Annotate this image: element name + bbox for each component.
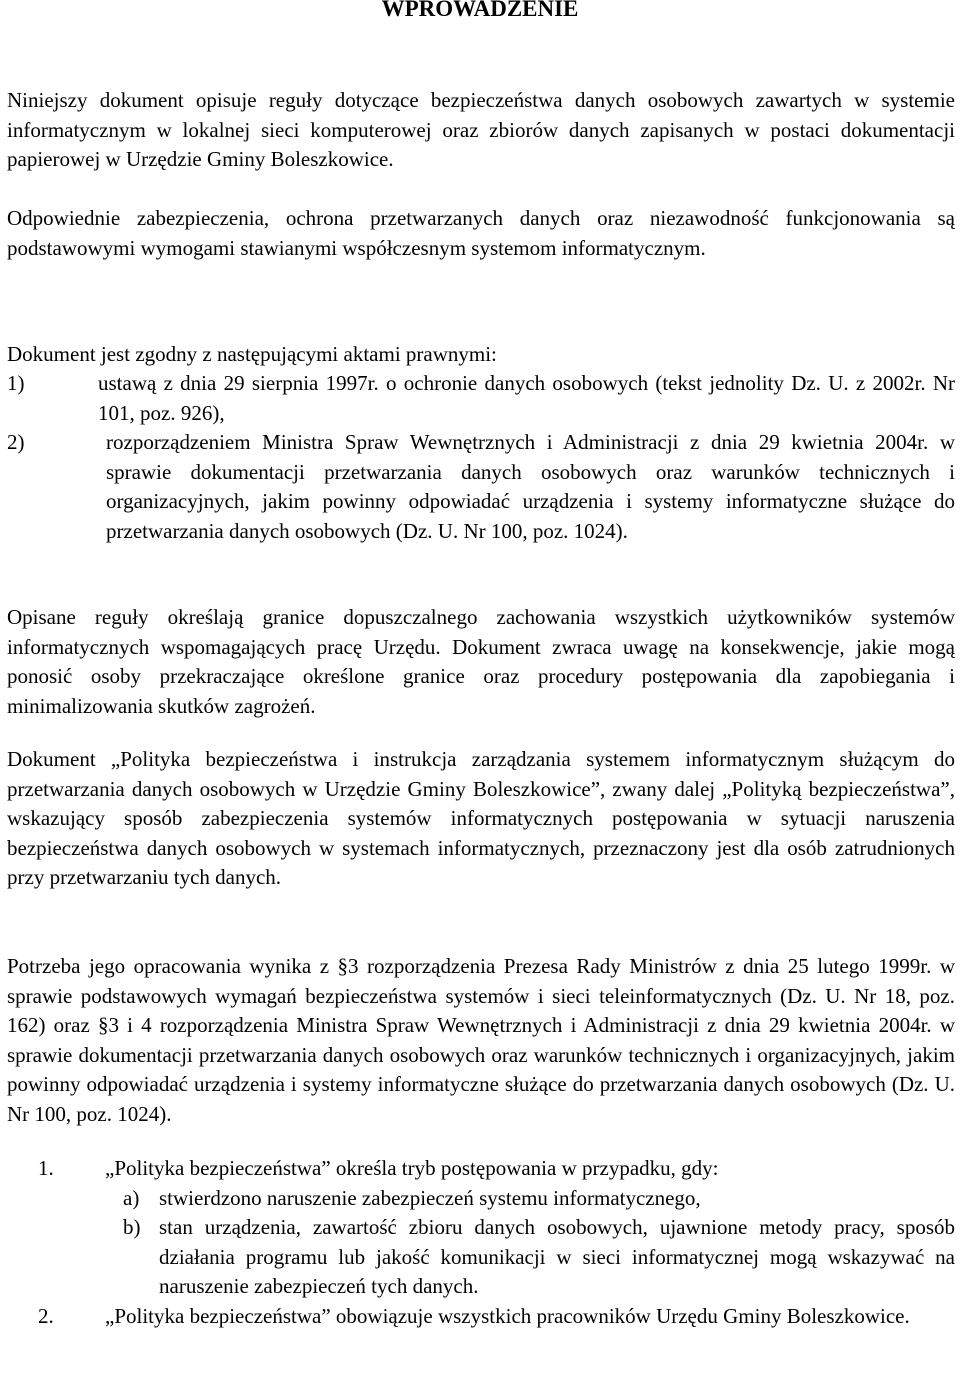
sub-list-item-text: stan urządzenia, zawartość zbioru danych osobowych, ujawnione metody pracy, sposób działania programu lub jakość komunikacji w sieci informatycznej mogą wskazywać na naruszenie zabezpieczeń tych danych. (159, 1215, 955, 1298)
document-title: WPROWADZENIE (381, 0, 579, 21)
list-item-number: 2) (7, 430, 25, 454)
list-item-text: „Polityka bezpieczeństwa” określa tryb postępowania w przypadku, gdy: (105, 1156, 719, 1180)
sub-list-item-letter: a) (123, 1185, 140, 1210)
sub-list-item-text: stwierdzono naruszenie zabezpieczeń systemu informatycznego, (159, 1185, 701, 1210)
list-item-text: rozporządzeniem Ministra Spraw Wewnętrznych i Administracji z dnia 29 kwietnia 2004r. w sprawie dokumentacji przetwarzania danych osobowych oraz warunków technicznych i organizacyjnych, jakim powinny odpowiadać urządzenia i systemy informatyczne służące do przetwarzania danych osobowych (Dz. U. Nr 100, poz. 1024). (106, 430, 955, 543)
legal-acts-intro: Dokument jest zgodny z następującymi aktami prawnymi: (7, 342, 497, 366)
rules-paragraph: Opisane reguły określają granice dopuszczalnego zachowania wszystkich użytkowników systemów informatycznych wspomagających pracę Urzędu. Dokument zwraca uwagę na konsekwencje, jakie mogą ponosić osoby przekraczające określone granice oraz procedury postępowania dla zapobiegania i minimalizowania skutków zagrożeń. (7, 605, 955, 718)
list-item-number: 2. (38, 1303, 54, 1328)
list-item (7, 428, 955, 546)
list-item (7, 1302, 955, 1332)
sub-list-item (7, 1213, 955, 1302)
sub-list-item (7, 1184, 955, 1214)
list-item-text: „Polityka bezpieczeństwa” obowiązuje wszystkich pracowników Urzędu Gminy Boleszkowice. (105, 1303, 910, 1328)
legal-acts-list (7, 369, 955, 546)
list-item (7, 1154, 955, 1184)
list-item-text: ustawą z dnia 29 sierpnia 1997r. o ochronie danych osobowych (tekst jednolity Dz. U. z 2002r. Nr 101, poz. 926), (98, 371, 955, 425)
intro-paragraph: Niniejszy dokument opisuje reguły dotyczące bezpieczeństwa danych osobowych zawartych w systemie informatycznym w lokalnej sieci komputerowej oraz zbiorów danych zapisanych w postaci dokumentacji papierowej w Urzędzie Gminy Boleszkowice. (7, 88, 955, 171)
requirements-paragraph: Odpowiednie zabezpieczenia, ochrona przetwarzanych danych oraz niezawodność funkcjonowania są podstawowymi wymogami stawianymi współczesnym systemom informatycznym. (7, 206, 955, 260)
list-item-number: 1. (38, 1156, 54, 1180)
sub-list-item-letter: b) (123, 1215, 141, 1239)
policy-scope-list (7, 1154, 955, 1331)
list-item-number: 1) (7, 371, 25, 395)
list-item (7, 369, 955, 428)
legal-basis-paragraph: Potrzeba jego opracowania wynika z §3 rozporządzenia Prezesa Rady Ministrów z dnia 25 lutego 1999r. w sprawie podstawowych wymagań bezpieczeństwa systemów i sieci teleinformatycznych (Dz. U. Nr 18, poz. 162) oraz §3 i 4 rozporządzenia Ministra Spraw Wewnętrznych i Administracji z dnia 29 kwietnia 2004r. w sprawie dokumentacji przetwarzania danych osobowych oraz warunków technicznych i organizacyjnych, jakim powinny odpowiadać urządzenia i systemy informatyczne służące do przetwarzania danych osobowych (Dz. U. Nr 100, poz. 1024). (7, 954, 955, 1126)
policy-paragraph: Dokument „Polityka bezpieczeństwa i instrukcja zarządzania systemem informatycznym służącym do przetwarzania danych osobowych w Urzędzie Gminy Boleszkowice”, zwany dalej „Polityką bezpieczeństwa”, wskazujący sposób zabezpieczenia systemów informatycznych postępowania w sytuacji naruszenia bezpieczeństwa danych osobowych w systemach informatycznych, przeznaczony jest dla osób zatrudnionych przy przetwarzaniu tych danych. (7, 747, 955, 889)
